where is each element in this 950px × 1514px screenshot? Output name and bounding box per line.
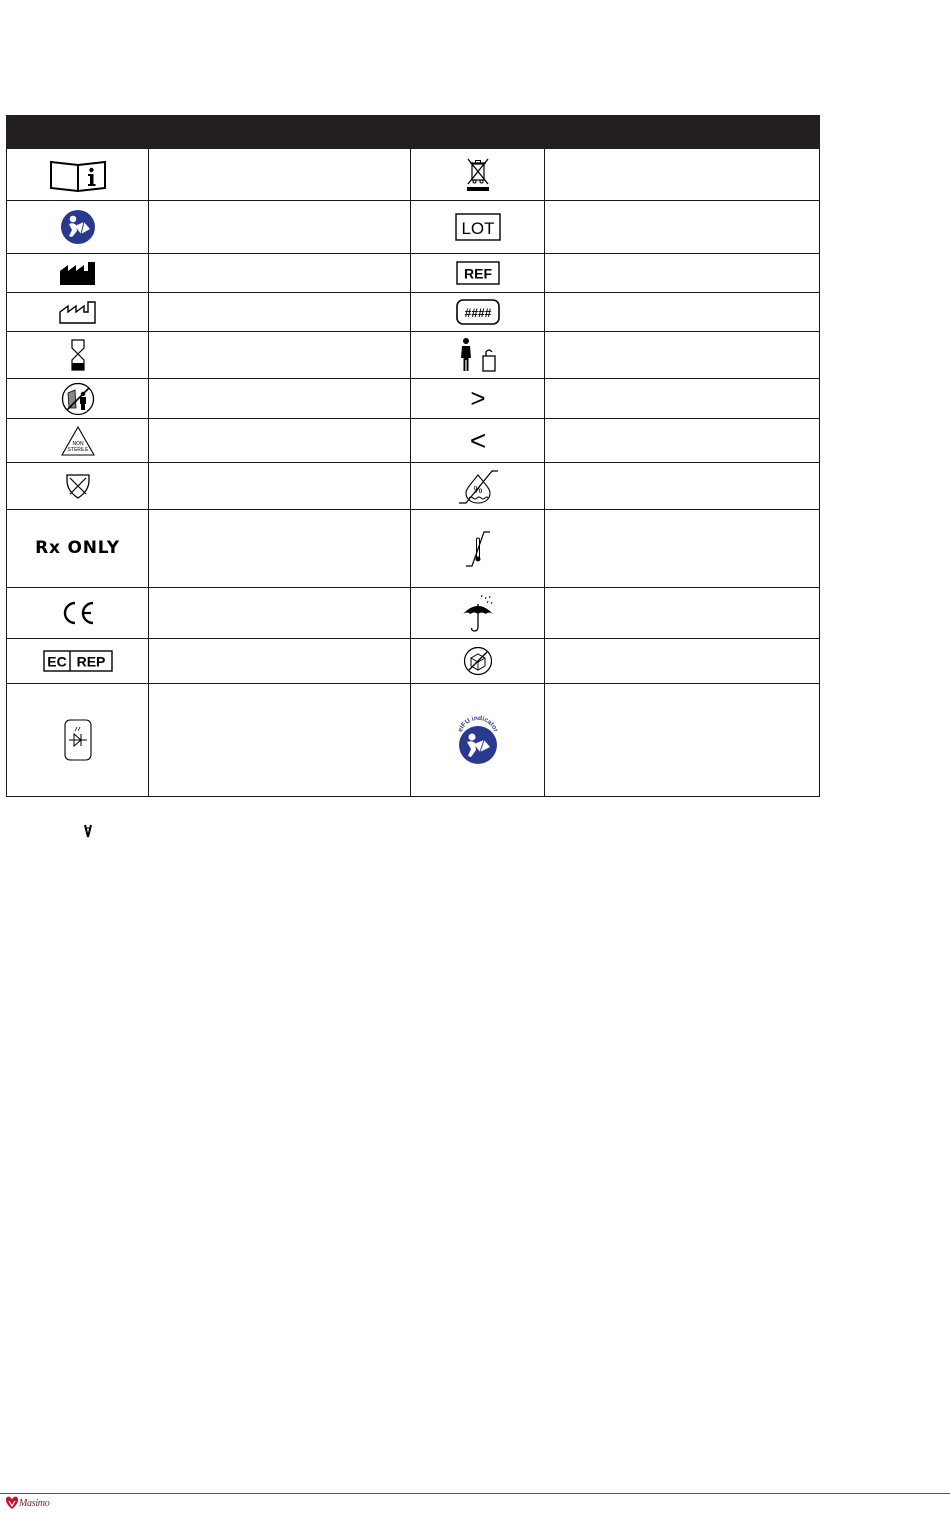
- description-cell: [545, 463, 820, 510]
- keep-dry-icon: [460, 593, 496, 633]
- symbol-cell: [7, 379, 149, 419]
- svg-text:STERILE: STERILE: [67, 446, 88, 453]
- symbol-cell: [411, 332, 545, 379]
- symbol-cell: [7, 639, 149, 684]
- header-description-left: [149, 116, 411, 149]
- svg-text:%: %: [473, 485, 482, 496]
- svg-text:REF: REF: [463, 265, 492, 282]
- no-latex-icon: [61, 382, 95, 416]
- description-cell: [149, 510, 411, 588]
- greater-than-icon: [467, 387, 489, 411]
- description-cell: [149, 201, 411, 254]
- symbol-cell: [411, 293, 545, 332]
- manufacturer-icon: [58, 260, 98, 286]
- rx-only-icon: Rx ONLY: [35, 537, 120, 558]
- date-of-manufacture-icon: [58, 299, 98, 325]
- table-row: [7, 254, 820, 293]
- symbol-cell: [411, 684, 545, 797]
- reference-number-icon: [456, 261, 500, 285]
- table-row: [7, 332, 820, 379]
- symbol-cell: [7, 254, 149, 293]
- table-row: [7, 684, 820, 797]
- description-cell: [545, 254, 820, 293]
- description-cell: [545, 419, 820, 463]
- description-cell: [545, 510, 820, 588]
- description-cell: [545, 588, 820, 639]
- symbol-cell: [411, 201, 545, 254]
- masimo-logo: [6, 1496, 49, 1510]
- description-cell: [149, 254, 411, 293]
- symbol-cell: [7, 149, 149, 201]
- header-symbol-left: [7, 116, 149, 149]
- symbol-cell: [411, 419, 545, 463]
- description-cell: [545, 684, 820, 797]
- symbol-cell: [411, 588, 545, 639]
- svg-text:eIFU indicator: eIFU indicator: [456, 715, 499, 733]
- weee-disposal-icon: [463, 156, 493, 194]
- svg-text:LOT: LOT: [460, 219, 495, 238]
- description-cell: [149, 419, 411, 463]
- description-cell: [149, 149, 411, 201]
- model-number-icon: [456, 299, 500, 325]
- symbol-cell: [411, 149, 545, 201]
- description-cell: [545, 201, 820, 254]
- symbol-cell: [411, 379, 545, 419]
- description-cell: [149, 379, 411, 419]
- table-row: [7, 639, 820, 684]
- table-row: [7, 201, 820, 254]
- description-cell: [149, 684, 411, 797]
- svg-text:EC: EC: [46, 653, 67, 670]
- single-patient-use-icon: [65, 472, 91, 500]
- non-sterile-icon: [60, 425, 96, 457]
- humidity-limit-icon: [456, 465, 500, 507]
- symbol-cell: [7, 684, 149, 797]
- symbol-cell: [7, 510, 149, 588]
- table-row: [7, 379, 820, 419]
- symbol-cell: [411, 510, 545, 588]
- symbols-table: [6, 115, 820, 797]
- description-cell: [149, 639, 411, 684]
- description-cell: [149, 463, 411, 510]
- table-row: [7, 463, 820, 510]
- table-row: [7, 588, 820, 639]
- ce-mark-icon: [60, 600, 96, 626]
- symbol-cell: [411, 463, 545, 510]
- follow-instructions-icon: [60, 209, 96, 245]
- description-cell: [545, 149, 820, 201]
- description-cell: [149, 293, 411, 332]
- svg-text:####: ####: [464, 306, 491, 320]
- small-symbol-icon: [84, 824, 92, 838]
- instructions-info-icon: [49, 158, 107, 192]
- lot-code-icon: [455, 213, 501, 241]
- description-cell: [545, 379, 820, 419]
- use-by-icon: [68, 338, 88, 372]
- svg-text:NON: NON: [71, 440, 84, 447]
- masimo-logo-icon: [6, 1496, 18, 1510]
- description-cell: [545, 293, 820, 332]
- symbol-cell: [7, 463, 149, 510]
- eifu-indicator-icon: [453, 715, 503, 765]
- patient-weight-icon: [456, 337, 500, 373]
- symbol-cell: [7, 293, 149, 332]
- table-row: [7, 149, 820, 201]
- table-row: [7, 293, 820, 332]
- svg-text:REP: REP: [76, 653, 105, 670]
- light-emitting-diode-icon: [63, 718, 93, 762]
- header-description-right: [545, 116, 820, 149]
- footer-divider: [0, 1493, 950, 1494]
- symbol-cell: [411, 639, 545, 684]
- table-header-row: [7, 116, 820, 149]
- header-symbol-right: [411, 116, 545, 149]
- symbol-cell: [7, 332, 149, 379]
- description-cell: [545, 332, 820, 379]
- masimo-logo-text: Masimo: [19, 1497, 50, 1509]
- temperature-limit-icon: [463, 528, 493, 570]
- ec-rep-icon: [43, 650, 113, 672]
- svg-text:>: >: [469, 386, 486, 411]
- svg-text:<: <: [469, 427, 486, 454]
- description-cell: [149, 332, 411, 379]
- less-than-icon: [467, 428, 489, 454]
- symbol-cell: [7, 201, 149, 254]
- description-cell: [149, 588, 411, 639]
- table-row: [7, 419, 820, 463]
- do-not-use-damaged-package-icon: [463, 646, 493, 676]
- table-row: [7, 510, 820, 588]
- symbol-cell: [7, 419, 149, 463]
- symbol-cell: [411, 254, 545, 293]
- symbol-cell: [7, 588, 149, 639]
- description-cell: [545, 639, 820, 684]
